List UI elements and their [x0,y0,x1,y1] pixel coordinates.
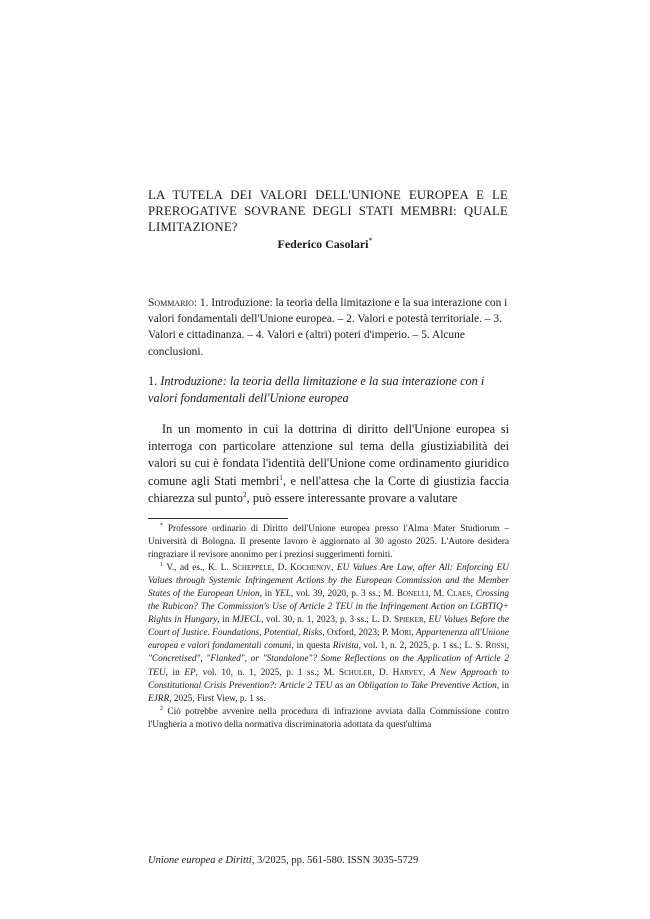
fn-author: Rossi [485,641,507,652]
footer-citation: , 3/2025, pp. 561-580. [251,855,348,866]
fn-author: Claes [446,589,471,600]
fn-work-title: Crossing the Rubicon? The Commission's Use of Article 2 TEU in the Infringement Action on LGBTIQ+ Rights in Hungary [148,589,509,626]
fn-journal: EP [184,667,196,678]
fn-text: , in [165,667,185,678]
issn-label: ISSN [347,855,371,866]
footnote-2 [148,706,509,732]
fn-text: , in questa [291,641,333,652]
fn-text: , D. [271,563,291,574]
footnote-mark: 2 [160,705,163,712]
summary-text: 1. Introduzione: la teoria della limitazione e la sua interazione con i valori fondamentali dell'Unione europea. – 2. Valori e potestà territoriale. – 3. Valori e cittadinanza. – 4. Valori e (altri) poteri d'imperio. – 5. Alcune conclusioni. [148,297,508,358]
fn-author: Spieker [393,615,424,626]
body-text-part: , può essere interessante provare a valutare [246,490,458,505]
body-paragraph [148,421,509,507]
fn-author: Schuler [338,667,373,678]
fn-text: , in [259,589,275,600]
summary [148,295,508,360]
fn-text: , vol. 39, 2020, p. 3 ss.; M. [290,589,397,600]
fn-text: , 2025, First View, p. 1 ss. [169,693,266,704]
fn-author: Bonelli [396,589,429,600]
fn-text: , in [496,680,509,691]
fn-text: V., ad es., K. L. [166,563,233,574]
fn-author: Mori [390,628,412,639]
footnote-1 [148,562,509,706]
author-footnote-mark: * [368,236,373,245]
section-title: Introduzione: la teoria della limitazione e la sua interazione con i valori fondamentali dell'Unione europea [148,374,485,405]
fn-journal: Rivista [332,641,359,652]
fn-author: Harvey [392,667,423,678]
author-name: Federico Casolari [277,237,369,251]
author-line [0,236,650,252]
fn-author: Scheppele [232,563,272,574]
fn-text: , [423,615,429,626]
body-text-part: In un momento in cui la dottrina di diritto dell'Unione europea si interroga con particolare attenzione sul tema della giustiziabilità dei valori su cui è fondata l'identità dell'Unione come ordinamento giuridico comune agli Stati membri [148,422,509,488]
fn-text: , Oxford, 2023; P. [322,628,391,639]
fn-text: , [331,563,337,574]
fn-work-title: EU Values Are Law, after All: Enforcing EU Values through Systemic Infringement Actions by the European Commission and the Member States of the European Union [148,563,510,600]
fn-journal: MJECL [232,615,262,626]
footnote-text: Professore ordinario di Diritto dell'Unione europea presso l'Alma Mater Studiorum – Università di Bologna. Il presente lavoro è aggiornato al 30 agosto 2025. L'Autore desidera ringraziare il revisore anonimo per i preziosi suggerimenti forniti. [148,524,510,561]
footnote-ref-1: 1 [279,472,284,482]
fn-text: , vol. 1, n. 2, 2025, p. 1 ss.; L. S. [358,641,486,652]
fn-text: , [506,641,510,652]
summary-label: Sommario: [148,297,198,309]
footnote-text: Ciò potrebbe avvenire nella procedura di infrazione avviata dalla Commissione contro l'Ungheria a motivo della normativa discriminatoria adottata da quest'ultima [148,706,509,730]
page-footer [148,855,508,866]
footnotes [148,523,509,732]
fn-author: Kochenov [290,563,332,574]
fn-text: , [470,589,476,600]
footnote-mark: * [160,522,163,529]
issn-number: 3035-5729 [370,855,419,866]
article-title: LA TUTELA DEI VALORI DELL'UNIONE EUROPEA E LE PREROGATIVE SOVRANE DEGLI STATI MEMBRI: QUALE LIMITAZIONE? [148,188,508,234]
section-number: 1. [148,374,158,388]
fn-text: , vol. 10, n. 1, 2025, p. 1 ss.; M. [195,667,339,678]
fn-work-title: "Concretised", "Flanked", or "Standalone"? Some Reflections on the Application of Article 2 TEU [148,654,509,678]
footnote-ref-2: 2 [242,489,247,499]
footnote-separator [148,518,288,519]
fn-text: , in [217,615,233,626]
fn-text: , [411,628,416,639]
fn-work-title: A New Approach to Constitutional Crisis Prevention?: Article 2 TEU as an Obligation to Take Preventive Action [148,667,509,691]
fn-text: , vol. 30, n. 1, 2023, p. 3 ss.; L. D. [261,615,394,626]
fn-journal: YEL [274,589,291,600]
fn-journal: EJRR [148,693,170,704]
section-heading [148,373,508,407]
footnote-mark: 1 [160,562,163,569]
fn-text: , D. [372,667,393,678]
fn-text: , M. [428,589,447,600]
footnote-author [148,523,509,562]
body-text-part: , e nell'attesa che la Corte di giustizia faccia chiarezza sul punto [148,473,509,505]
fn-work-title: EU Values Before the Court of Justice. Foundations, Potential, Risks [148,615,509,639]
fn-text: , [422,667,430,678]
journal-name: Unione europea e Diritti [148,855,252,866]
fn-work-title: Appartenenza all'Unione europea e valori fondamentali comuni [148,628,510,652]
